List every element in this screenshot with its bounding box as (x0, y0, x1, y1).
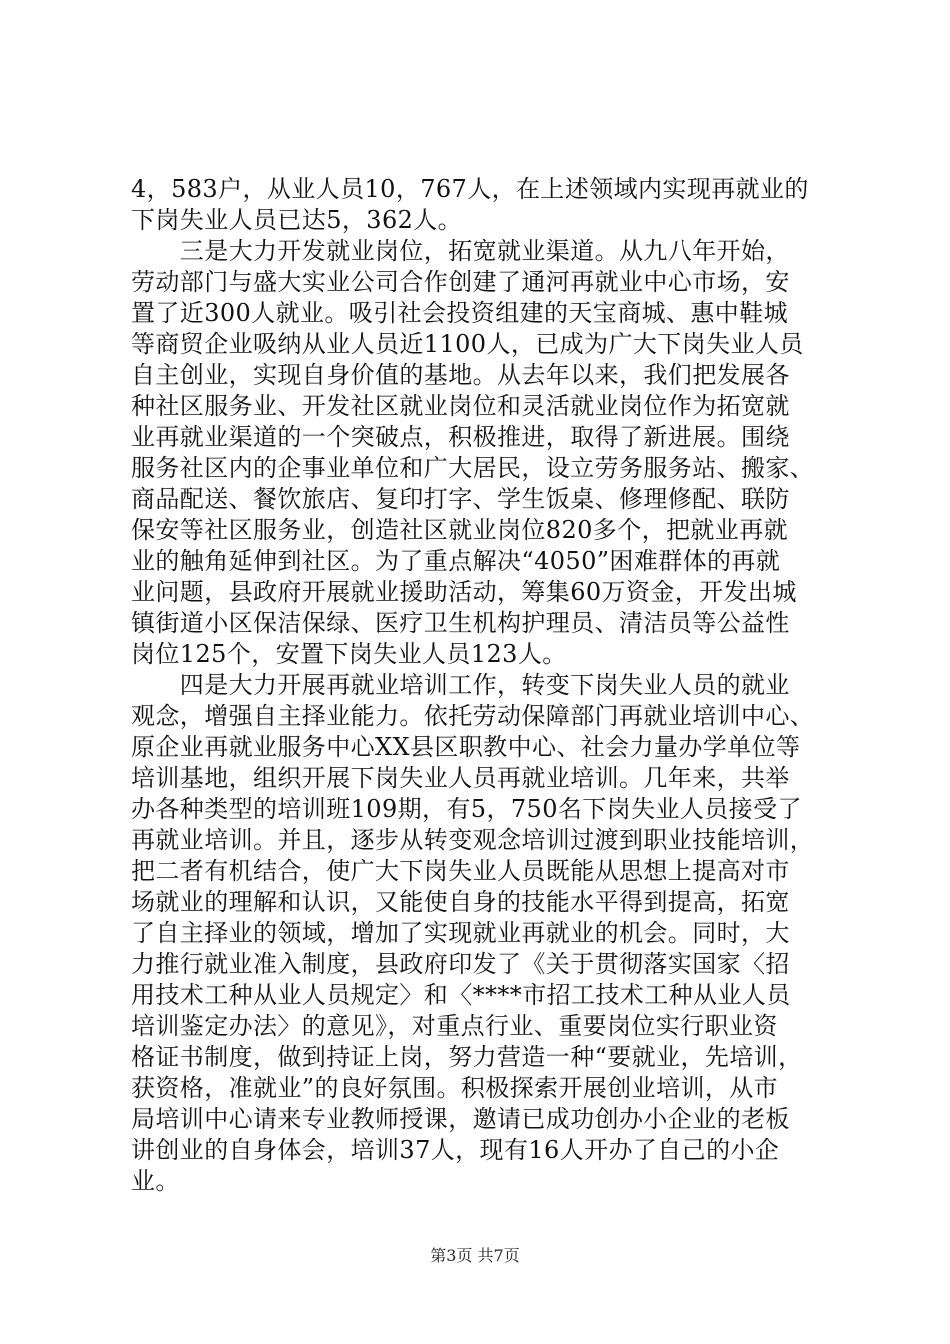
text-line: 业。 (131, 1167, 180, 1195)
text-line: 镇街道小区保洁保绿、医疗卫生机构护理员、清洁员等公益性 (131, 609, 790, 637)
text-line: 原企业再就业服务中心XX县区职教中心、社会力量办学单位等 (131, 733, 801, 761)
text-line: 了自主择业的领域，增加了实现就业再就业的机会。同时，大 (131, 919, 790, 947)
text-line: 保安等社区服务业，创造社区就业岗位820多个，把就业再就 (131, 516, 789, 544)
text-line: 讲创业的自身体会，培训37人，现有16人开办了自己的小企 (131, 1136, 780, 1164)
text-line: 商品配送、餐饮旅店、复印打字、学生饭桌、修理修配、联防 (131, 485, 790, 513)
text-line: 力推行就业准入制度，县政府印发了《关于贯彻落实国家〈招 (131, 950, 790, 978)
text-line: 局培训中心请来专业教师授课，邀请已成功创办小企业的老板 (131, 1105, 790, 1133)
text-line: 观念，增强自主择业能力。依托劳动保障部门再就业培训中心、 (131, 702, 815, 730)
text-line: 三是大力开发就业岗位，拓宽就业渠道。从九八年开始， (131, 237, 790, 265)
body-text (131, 174, 831, 1197)
text-line: 业问题，县政府开展就业援助活动，筹集60万资金，开发出城 (131, 578, 797, 606)
text-line: 培训鉴定办法〉的意见》，对重点行业、重要岗位实行职业资 (131, 1012, 778, 1040)
text-line: 业再就业渠道的一个突破点，积极推进，取得了新进展。围绕 (131, 423, 790, 451)
text-line: 等商贸企业吸纳从业人员近1100人，已成为广大下岗失业人员 (131, 330, 804, 358)
text-line: 岗位125个，安置下岗失业人员123人。 (131, 640, 567, 668)
text-line: 把二者有机结合，使广大下岗失业人员既能从思想上提高对市 (131, 857, 790, 885)
text-line: 用技术工种从业人员规定〉和〈****市招工技术工种从业人员 (131, 981, 791, 1009)
text-line: 4，583户，从业人员10，767人，在上述领域内实现再就业的 (131, 175, 809, 203)
text-line: 劳动部门与盛大实业公司合作创建了通河再就业中心市场，安 (131, 268, 790, 296)
text-line: 场就业的理解和认识，又能使自身的技能水平得到提高，拓宽 (131, 888, 790, 916)
text-line: 办各种类型的培训班109期，有5，750名下岗失业人员接受了 (131, 795, 802, 823)
text-line: 种社区服务业、开发社区就业岗位和灵活就业岗位作为拓宽就 (131, 392, 790, 420)
text-line: 自主创业，实现自身价值的基地。从去年以来，我们把发展各 (131, 361, 790, 389)
text-line: 业的触角延伸到社区。为了重点解决“4050”困难群体的再就 (131, 547, 781, 575)
text-line: 下岗失业人员已达5，362人。 (131, 206, 463, 234)
text-line: 再就业培训。并且，逐步从转变观念培训过渡到职业技能培训， (131, 826, 815, 854)
page-number-label: 第3页 共7页 (430, 1246, 520, 1265)
text-line: 格证书制度，做到持证上岗，努力营造一种“要就业，先培训， (131, 1043, 803, 1071)
text-line: 四是大力开展再就业培训工作，转变下岗失业人员的就业 (131, 671, 790, 699)
text-line: 培训基地，组织开展下岗失业人员再就业培训。几年来，共举 (131, 764, 790, 792)
text-line: 置了近300人就业。吸引社会投资组建的天宝商城、惠中鞋城 (131, 299, 789, 327)
page-footer (0, 1246, 950, 1266)
text-line: 获资格，准就业”的良好氛围。积极探索开展创业培训，从市 (131, 1074, 779, 1102)
text-line: 服务社区内的企事业单位和广大居民，设立劳务服务站、搬家、 (131, 454, 815, 482)
